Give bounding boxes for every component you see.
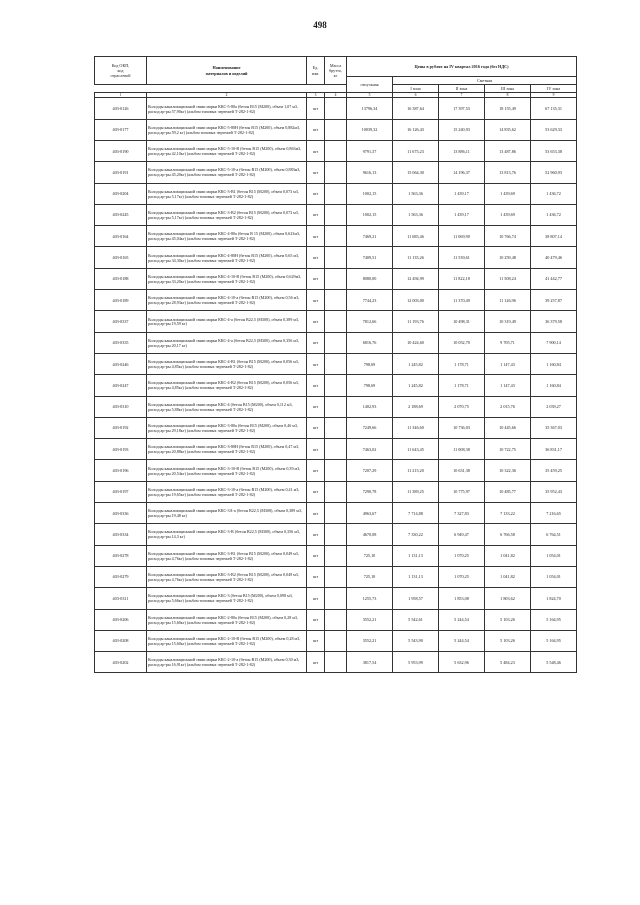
- row-name: Колодцы канализационной связи марки ККС-4-В1 (бетон В15 (М200), объем 0,056 м3, расход ар-ры 4,85кг) (альбом типовых чертежей Т-282-1-82): [147, 353, 307, 374]
- row-zone4-price: 53 629,33: [531, 119, 577, 140]
- row-zone2-price: 13 886,11: [439, 140, 485, 161]
- row-name: Колодцы канализационной связи марки ККС-4-80а (бетон В 15 (М200), объем 0,623м3, расход ар-ры 45,04кг) (альбом типовых чертежей Т-282-1-82): [147, 226, 307, 247]
- row-zone1-price: 7 714,88: [393, 503, 439, 524]
- row-zone3-price: 10 319,49: [485, 311, 531, 332]
- row-unit: шт: [307, 588, 325, 609]
- table-row: [95, 566, 577, 587]
- row-code: 403-0337: [95, 311, 147, 332]
- row-release-price: 6816,76: [347, 332, 393, 353]
- row-zone1-price: 11 675,23: [393, 140, 439, 161]
- row-zone3-price: 13 813,76: [485, 162, 531, 183]
- table-row: [95, 396, 577, 417]
- row-zone2-price: 11 069,90: [439, 226, 485, 247]
- header-zone: III зона: [485, 85, 531, 93]
- row-zone4-price: 40 479,46: [531, 247, 577, 268]
- row-zone2-price: 7 327,83: [439, 503, 485, 524]
- row-zone2-price: 11 822,18: [439, 268, 485, 289]
- row-unit: шт: [307, 481, 325, 502]
- row-name: Колодцы канализационной связи марки ККС-4-10-В (бетон В15 (М200), объем 0,629м3, расход ар-ры 33,20кг) (альбом типовых чертежей Т-282-1-82): [147, 268, 307, 289]
- row-zone1-price: 1 563,36: [393, 204, 439, 225]
- row-zone3-price: 1 147,43: [485, 353, 531, 374]
- table-row: [95, 524, 577, 545]
- row-zone3-price: 5 103,26: [485, 609, 531, 630]
- row-zone4-price: 39 257,87: [531, 290, 577, 311]
- table-row: [95, 226, 577, 247]
- table-row: [95, 503, 577, 524]
- row-zone1-price: 5 542,61: [393, 609, 439, 630]
- row-zone3-price: 10 322,36: [485, 460, 531, 481]
- row-mass: [325, 609, 347, 630]
- row-zone3-price: 11 508,24: [485, 268, 531, 289]
- row-zone2-price: 11 539,61: [439, 247, 485, 268]
- row-release-price: 4670,08: [347, 524, 393, 545]
- row-zone1-price: 1 245,82: [393, 375, 439, 396]
- table-row: [95, 609, 577, 630]
- row-unit: шт: [307, 439, 325, 460]
- row-zone3-price: 9 705,71: [485, 332, 531, 353]
- row-mass: [325, 460, 347, 481]
- column-number: 5: [347, 93, 393, 98]
- row-zone2-price: 17 397,53: [439, 98, 485, 119]
- row-zone3-price: 1 041,82: [485, 545, 531, 566]
- row-zone2-price: 10 775,97: [439, 481, 485, 502]
- header-smeta-group: Сметная: [393, 77, 577, 85]
- row-mass: [325, 524, 347, 545]
- column-number: 7: [439, 93, 485, 98]
- row-name: Колодцы канализационной связи марки ККС-3-В2 (бетон В15 (М200), объем 0,049 м3, расход ар-ры 4,76кг) (альбом типовых чертежей Т-282-1-82): [147, 566, 307, 587]
- header-unit: Ед. изм.: [307, 57, 325, 85]
- row-zone4-price: 1 160,84: [531, 375, 577, 396]
- row-release-price: 1002,15: [347, 204, 393, 225]
- row-zone2-price: 1 178,71: [439, 375, 485, 396]
- row-zone2-price: 2 070,75: [439, 396, 485, 417]
- row-name: Колодцы канализационной связи марки ККС-3-80а (бетон В15 (М200), объем 0,46 м3, расход ар-ры 29,18кг) (альбом типовых чертежей Т-282-1-82): [147, 417, 307, 438]
- row-release-price: 1402,93: [347, 396, 393, 417]
- row-release-price: 7463,02: [347, 439, 393, 460]
- row-zone4-price: 52 960,93: [531, 162, 577, 183]
- row-mass: [325, 566, 347, 587]
- row-zone4-price: 1 160,84: [531, 353, 577, 374]
- row-unit: шт: [307, 226, 325, 247]
- row-mass: [325, 119, 347, 140]
- row-release-price: 3552,21: [347, 630, 393, 651]
- row-name: Колодцы канализационной связи марки ККС-2-10-В (бетон В15 (М200), объем 0,28 м3, расход ар-ры 15,60кг) (альбом типовых чертежей Т-282-1-82): [147, 630, 307, 651]
- row-name: Колодцы канализационной связи марки ККС-3-80Н (бетон В15 (М200), объем 0,47 м3, расход ар-ры 20,88кг) (альбом типовых чертежей Т-282-1-82): [147, 439, 307, 460]
- column-number: 4: [325, 93, 347, 98]
- row-zone1-price: 11 215,20: [393, 460, 439, 481]
- row-release-price: 798,69: [347, 375, 393, 396]
- column-number: 2: [147, 93, 307, 98]
- row-zone3-price: 10 259,48: [485, 247, 531, 268]
- row-unit: шт: [307, 140, 325, 161]
- row-zone1-price: 12 003,00: [393, 290, 439, 311]
- row-zone4-price: 5 548,46: [531, 652, 577, 673]
- row-release-price: 10039,32: [347, 119, 393, 140]
- table-row: [95, 630, 577, 651]
- table-row: [95, 439, 577, 460]
- row-name: Колодцы канализационной связи марки ККС-3-В1 (бетон В15 (М200), объем 0,049 м3, расход ар-ры 4,76кг) (альбом типовых чертежей Т-282-1-82): [147, 545, 307, 566]
- row-zone3-price: 11 126,96: [485, 290, 531, 311]
- row-release-price: 8080,00: [347, 268, 393, 289]
- column-number: 8: [485, 93, 531, 98]
- row-name: Колодцы канализационной связи марки ККС-3-10-а (бетон В15 (М200), объем 0,41 м3, расход ар-ры 19,65кг) (альбом типовых чертежей Т-282-1-82): [147, 481, 307, 502]
- page-number: 498: [313, 20, 327, 30]
- row-zone2-price: 5 244,54: [439, 630, 485, 651]
- row-zone1-price: 11 193,76: [393, 311, 439, 332]
- row-zone1-price: 11 135,26: [393, 247, 439, 268]
- row-zone1-price: 2 188,69: [393, 396, 439, 417]
- row-code: 403-0196: [95, 460, 147, 481]
- row-zone1-price: 5 543,90: [393, 630, 439, 651]
- row-zone2-price: 1 070,25: [439, 545, 485, 566]
- row-code: 403-0208: [95, 630, 147, 651]
- row-code: 403-0247: [95, 375, 147, 396]
- row-zone3-price: 5 484,23: [485, 652, 531, 673]
- row-code: 403-0335: [95, 332, 147, 353]
- header-zone: I зона: [393, 85, 439, 93]
- row-unit: шт: [307, 375, 325, 396]
- row-name: Колодцы канализационной связи марки ККС-4-10-а (бетон В15 (М200), объем 0,56 м3, расход ар-ры 28,93кг) (альбом типовых чертежей Т-282-1-82): [147, 290, 307, 311]
- row-unit: шт: [307, 268, 325, 289]
- row-release-price: 9616,13: [347, 162, 393, 183]
- table-row: [95, 460, 577, 481]
- row-release-price: 7744,23: [347, 290, 393, 311]
- row-mass: [325, 396, 347, 417]
- row-code: 403-0165: [95, 247, 147, 268]
- row-zone3-price: 1 147,43: [485, 375, 531, 396]
- table-row: [95, 353, 577, 374]
- row-zone4-price: 2 039,27: [531, 396, 577, 417]
- header-zone: IV зона: [531, 85, 577, 93]
- row-zone4-price: 38 807,14: [531, 226, 577, 247]
- row-zone1-price: 10 424,60: [393, 332, 439, 353]
- row-zone2-price: 11 370,49: [439, 290, 485, 311]
- row-zone1-price: 1 563,36: [393, 183, 439, 204]
- row-unit: шт: [307, 183, 325, 204]
- row-zone4-price: 67 135,31: [531, 98, 577, 119]
- row-zone1-price: 11 685,46: [393, 226, 439, 247]
- row-mass: [325, 183, 347, 204]
- row-mass: [325, 503, 347, 524]
- row-zone4-price: 36 831,17: [531, 439, 577, 460]
- row-release-price: 1255,73: [347, 588, 393, 609]
- row-zone4-price: 1 436,72: [531, 204, 577, 225]
- row-zone2-price: 5 244,54: [439, 609, 485, 630]
- table-row: [95, 247, 577, 268]
- row-code: 403-0192: [95, 417, 147, 438]
- row-zone2-price: 10 631,38: [439, 460, 485, 481]
- row-name: Колодцы канализационной связи марки ККС-3А-а (бетон В22,5 (М300), объем 0,389 м3, расход ар-ры 19,48 кг): [147, 503, 307, 524]
- row-zone4-price: 5 164,95: [531, 630, 577, 651]
- row-zone2-price: 10 052,70: [439, 332, 485, 353]
- table-row: [95, 332, 577, 353]
- row-mass: [325, 332, 347, 353]
- row-code: 403-0206: [95, 609, 147, 630]
- row-name: Колодцы канализационной связи марки ККС-4-а (бетон В22,5 (М300), объем 0,389 м3, расход ар-ры 19,59 кг): [147, 311, 307, 332]
- row-unit: шт: [307, 311, 325, 332]
- row-code: 403-0245: [95, 204, 147, 225]
- row-zone2-price: 1 178,71: [439, 353, 485, 374]
- row-unit: шт: [307, 119, 325, 140]
- row-code: 403-0164: [95, 226, 147, 247]
- table-row: [95, 481, 577, 502]
- row-mass: [325, 545, 347, 566]
- row-release-price: 3552,21: [347, 609, 393, 630]
- row-zone1-price: 11 643,45: [393, 439, 439, 460]
- row-zone2-price: 11 008,38: [439, 439, 485, 460]
- row-mass: [325, 481, 347, 502]
- row-zone4-price: 53 653,38: [531, 140, 577, 161]
- row-zone1-price: 15 064,30: [393, 162, 439, 183]
- row-zone3-price: 10 445,66: [485, 417, 531, 438]
- row-release-price: 7812,66: [347, 311, 393, 332]
- row-zone1-price: 1 131,13: [393, 566, 439, 587]
- row-name: Колодцы канализационной связи марки ККС-5-10-В (бетон В15 (М200), объем 0,863м3, расход ар-ры 42,10кг) (альбом типовых чертежей Т-282-1-82): [147, 140, 307, 161]
- table-header: [95, 57, 577, 98]
- row-code: 403-0246: [95, 353, 147, 374]
- row-unit: шт: [307, 290, 325, 311]
- row-zone1-price: 1 958,57: [393, 588, 439, 609]
- table-row: [95, 652, 577, 673]
- header-release: отпускная: [347, 77, 393, 93]
- row-zone4-price: 7 900,14: [531, 332, 577, 353]
- table-row: [95, 140, 577, 161]
- row-code: 403-0278: [95, 545, 147, 566]
- row-zone4-price: 6 764,51: [531, 524, 577, 545]
- header-price-group: Цены в рублях на IV квартал 2016 года (без НДС): [347, 57, 577, 77]
- row-zone3-price: 13 487,86: [485, 140, 531, 161]
- row-code: 403-0279: [95, 566, 147, 587]
- row-zone3-price: 7 133,22: [485, 503, 531, 524]
- row-mass: [325, 417, 347, 438]
- row-mass: [325, 268, 347, 289]
- row-zone3-price: 18 155,49: [485, 98, 531, 119]
- row-code: 403-0191: [95, 162, 147, 183]
- column-number: 6: [393, 93, 439, 98]
- row-unit: шт: [307, 503, 325, 524]
- row-name: Колодцы канализационной связи марки ККС-5-10-а (бетон В15 (М200), объем 0,883м3, расход ар-ры 45,20кг) (альбом типовых чертежей Т-282-1-82): [147, 162, 307, 183]
- row-zone2-price: 10 736,03: [439, 417, 485, 438]
- row-zone1-price: 7 330,22: [393, 524, 439, 545]
- row-release-price: 7249,66: [347, 417, 393, 438]
- row-zone3-price: 14 835,62: [485, 119, 531, 140]
- row-code: 403-0188: [95, 268, 147, 289]
- row-mass: [325, 588, 347, 609]
- row-unit: шт: [307, 396, 325, 417]
- row-mass: [325, 162, 347, 183]
- column-number: 1: [95, 93, 147, 98]
- row-zone2-price: 5 632,96: [439, 652, 485, 673]
- table-row: [95, 417, 577, 438]
- table-row: [95, 545, 577, 566]
- row-unit: шт: [307, 652, 325, 673]
- row-mass: [325, 247, 347, 268]
- row-unit: шт: [307, 162, 325, 183]
- row-mass: [325, 353, 347, 374]
- row-zone1-price: 1 131,13: [393, 545, 439, 566]
- row-name: Колодцы канализационной связи марки ККС-5-80а (бетон В15 (М200), объем 1,07 м3, расход ар-ры 57,90кг) (альбом типовых чертежей Т-282-1-82): [147, 98, 307, 119]
- row-release-price: 7409,51: [347, 247, 393, 268]
- row-code: 403-0311: [95, 588, 147, 609]
- row-zone2-price: 1 439,17: [439, 204, 485, 225]
- row-release-price: 725,10: [347, 566, 393, 587]
- row-zone1-price: 16 126,43: [393, 119, 439, 140]
- row-release-price: 4963,67: [347, 503, 393, 524]
- header-mass: Масса брутто, кг: [325, 57, 347, 85]
- table-body: [95, 98, 577, 673]
- row-zone2-price: 1 070,25: [439, 566, 485, 587]
- row-name: Колодцы канализационной связи марки ККС-3-В (бетон В22,5 (М300), объем 0,356 м3, расход ар-ры 14,3 кг): [147, 524, 307, 545]
- row-zone1-price: 16 387,64: [393, 98, 439, 119]
- table-row: [95, 119, 577, 140]
- table-row: [95, 311, 577, 332]
- row-zone3-price: 10 485,77: [485, 481, 531, 502]
- table-row: [95, 588, 577, 609]
- row-zone4-price: 41 442,77: [531, 268, 577, 289]
- table-row: [95, 98, 577, 119]
- table-row: [95, 204, 577, 225]
- row-zone3-price: 6 766,58: [485, 524, 531, 545]
- row-zone2-price: 1 853,08: [439, 588, 485, 609]
- row-code: 403-0197: [95, 481, 147, 502]
- row-release-price: 3817,54: [347, 652, 393, 673]
- row-code: 403-0202: [95, 652, 147, 673]
- row-mass: [325, 311, 347, 332]
- row-zone1-price: 5 953,99: [393, 652, 439, 673]
- row-mass: [325, 630, 347, 651]
- row-code: 403-0126: [95, 98, 147, 119]
- row-unit: шт: [307, 630, 325, 651]
- column-number: 3: [307, 93, 325, 98]
- row-zone4-price: 35 367,03: [531, 417, 577, 438]
- row-release-price: 1002,15: [347, 183, 393, 204]
- row-name: Колодцы канализационной связи марки ККС-4-80Н (бетон В15 (М200), объем 0,65 м3, расход ар-ры 34,30кг) (альбом типовых чертежей Т-282-1-82): [147, 247, 307, 268]
- row-name: Колодцы канализационной связи марки ККС-3-10-В (бетон В15 (М200), объем 0,39 м3, расход ар-ры 20,54кг) (альбом типовых чертежей Т-282-1-82): [147, 460, 307, 481]
- row-release-price: 9791,37: [347, 140, 393, 161]
- row-zone1-price: 1 245,82: [393, 353, 439, 374]
- header-name: Наименование материалов и изделий: [147, 57, 307, 85]
- row-zone3-price: 10 722,75: [485, 439, 531, 460]
- row-code: 403-0189: [95, 290, 147, 311]
- row-code: 403-0336: [95, 503, 147, 524]
- row-release-price: 798,69: [347, 353, 393, 374]
- row-unit: шт: [307, 353, 325, 374]
- row-name: Колодцы канализационной связи марки ККС-4 (бетон В15 (М200), объем 0,112 м3, расход ар-ры 5,88кг) (альбом типовых чертежей Т-282-1-82): [147, 396, 307, 417]
- row-code: 403-0177: [95, 119, 147, 140]
- row-zone1-price: 11 389,25: [393, 481, 439, 502]
- row-name: Колодцы канализационной связи марки ККС-3-В1 (бетон В15 (М200), объем 0,073 м3, расход ар-ры 5,17кг) (альбом типовых чертежей Т-282-1-82): [147, 183, 307, 204]
- row-zone3-price: 1 041,82: [485, 566, 531, 587]
- row-unit: шт: [307, 460, 325, 481]
- row-unit: шт: [307, 609, 325, 630]
- row-code: 403-0190: [95, 140, 147, 161]
- row-code: 403-0310: [95, 396, 147, 417]
- row-zone2-price: 1 439,17: [439, 183, 485, 204]
- row-zone4-price: 1 054,01: [531, 545, 577, 566]
- row-mass: [325, 98, 347, 119]
- row-code: 403-0204: [95, 183, 147, 204]
- table-row: [95, 375, 577, 396]
- row-zone1-price: 12 494,99: [393, 268, 439, 289]
- header-zone: II зона: [439, 85, 485, 93]
- row-zone4-price: 7 216,65: [531, 503, 577, 524]
- column-number: 9: [531, 93, 577, 98]
- row-release-price: 725,10: [347, 545, 393, 566]
- row-unit: шт: [307, 98, 325, 119]
- row-name: Колодцы канализационной связи марки ККС-2-80а (бетон В15 (М200), объем 0,28 м3, расход ар-ры 15,60кг) (альбом типовых чертежей Т-282-1-82): [147, 609, 307, 630]
- price-table: [94, 56, 577, 673]
- row-zone1-price: 11 346,60: [393, 417, 439, 438]
- row-zone3-price: 1 439,69: [485, 204, 531, 225]
- row-zone4-price: 1 054,01: [531, 566, 577, 587]
- row-zone4-price: 35 952,43: [531, 481, 577, 502]
- row-zone3-price: 1 439,69: [485, 183, 531, 204]
- row-zone3-price: 10 766,74: [485, 226, 531, 247]
- row-unit: шт: [307, 566, 325, 587]
- row-zone2-price: 15 240,93: [439, 119, 485, 140]
- header-code: Код ОКП, код отраслевой: [95, 57, 147, 85]
- row-release-price: 7207,29: [347, 460, 393, 481]
- row-mass: [325, 652, 347, 673]
- row-code: 403-0193: [95, 439, 147, 460]
- row-release-price: 13796,34: [347, 98, 393, 119]
- row-mass: [325, 290, 347, 311]
- row-unit: шт: [307, 332, 325, 353]
- row-unit: шт: [307, 247, 325, 268]
- row-zone3-price: 5 103,26: [485, 630, 531, 651]
- table-row: [95, 183, 577, 204]
- row-zone4-price: 36 379,58: [531, 311, 577, 332]
- row-zone3-price: 2 015,76: [485, 396, 531, 417]
- row-release-price: 7469,21: [347, 226, 393, 247]
- row-release-price: 7290,78: [347, 481, 393, 502]
- row-mass: [325, 375, 347, 396]
- row-unit: шт: [307, 204, 325, 225]
- row-zone4-price: 5 164,95: [531, 609, 577, 630]
- row-name: Колодцы канализационной связи марки ККС-5-80Н (бетон В15 (М200), объем 0,882м3, расход ар-ры 59,2 кг) (альбом типовых чертежей Т-282-1-82): [147, 119, 307, 140]
- row-unit: шт: [307, 417, 325, 438]
- row-mass: [325, 204, 347, 225]
- row-zone4-price: 1 824,70: [531, 588, 577, 609]
- row-mass: [325, 140, 347, 161]
- table-row: [95, 290, 577, 311]
- row-name: Колодцы канализационной связи марки ККС-3 (бетон В15 (М200), объем 0,098 м3, расход ар-ры 5,66кг) (альбом типовых чертежей Т-282-1-82): [147, 588, 307, 609]
- row-zone3-price: 1 803,62: [485, 588, 531, 609]
- row-name: Колодцы канализационной связи марки ККС-4-В2 (бетон В15 (М200), объем 0,056 м3, расход ар-ры 4,85кг) (альбом типовых чертежей Т-282-1-82): [147, 375, 307, 396]
- row-mass: [325, 226, 347, 247]
- row-zone2-price: 6 949,47: [439, 524, 485, 545]
- row-zone2-price: 10 498,31: [439, 311, 485, 332]
- row-code: 403-0334: [95, 524, 147, 545]
- row-name: Колодцы канализационной связи марки ККС-2-10-а (бетон В15 (М200), объем 0,30 м3, расход ар-ры 16,91кг) (альбом типовых чертежей Т-282-1-82): [147, 652, 307, 673]
- row-zone4-price: 1 436,72: [531, 183, 577, 204]
- row-name: Колодцы канализационной связи марки ККС-4-а (бетон В22,5 (М300), объем 0,356 м3, расход ар-ры 20,17 кг): [147, 332, 307, 353]
- row-unit: шт: [307, 545, 325, 566]
- row-name: Колодцы канализационной связи марки ККС-3-В2 (бетон В15 (М200), объем 0,073 м3, расход ар-ры 5,17кг) (альбом типовых чертежей Т-282-1-82): [147, 204, 307, 225]
- row-zone2-price: 14 196,37: [439, 162, 485, 183]
- row-unit: шт: [307, 524, 325, 545]
- row-mass: [325, 439, 347, 460]
- table-row: [95, 268, 577, 289]
- row-zone4-price: 35 459,25: [531, 460, 577, 481]
- table-row: [95, 162, 577, 183]
